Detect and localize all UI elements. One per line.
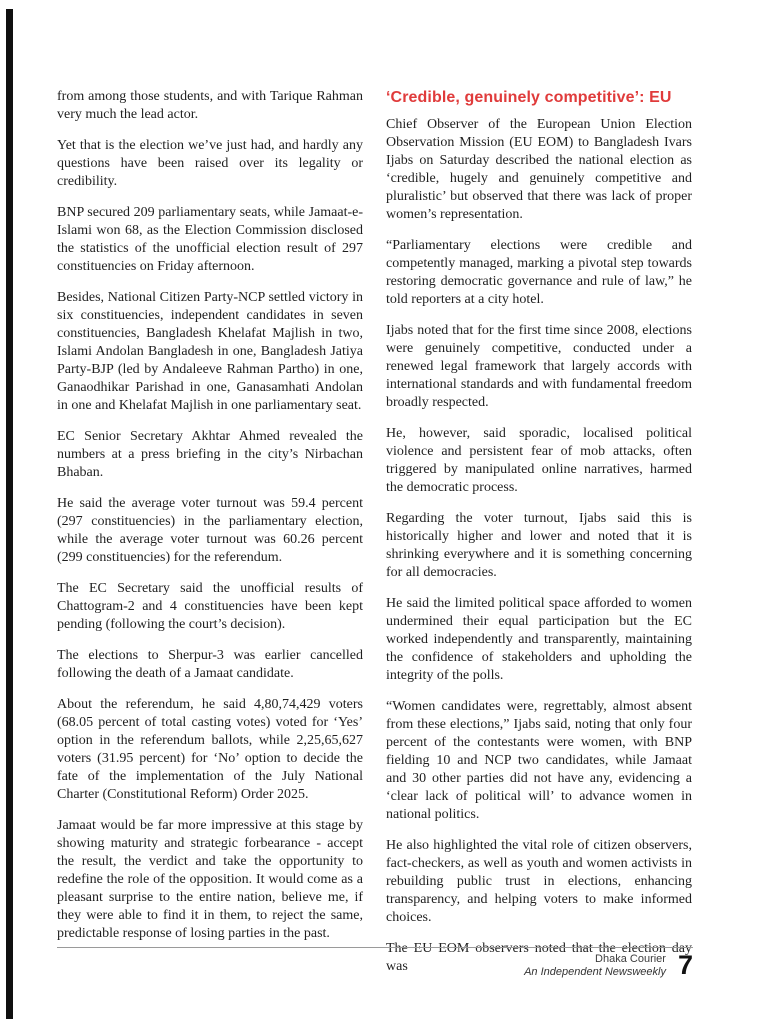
article-paragraph: He said the average voter turnout was 59.4 percent (297 constituencies) in the parliamentary election, while the average voter turnout was 60.26 percent (299 constituencies) for the referendum. — [57, 496, 363, 565]
article-paragraph: Besides, National Citizen Party-NCP settled victory in six constituencies, independent candidates in seven constituencies, Bangladesh Khelafat Majlish in two, Islami Andolan Bangladesh in one, Bangladesh Jatiya Party-BJP (led by Andaleeve Rahman Partho) in one, Ganaodhikar Parishad in one, Ganasamhati Andolan in one and Khelafat Majlish in one parliamentary seat. — [57, 290, 363, 413]
article-paragraph: Regarding the voter turnout, Ijabs said this is historically higher and lower and noted that it is shrinking everywhere and it is something concerning for all democracies. — [386, 511, 692, 580]
scan-edge-line — [6, 9, 13, 1019]
publication-tagline: An Independent Newsweekly — [524, 965, 666, 978]
article-paragraph: About the referendum, he said 4,80,74,429 voters (68.05 percent of total casting votes) voted for ‘Yes’ option in the referendum ballots, while 2,25,65,627 voters (31.95 percent) for ‘No’ option to decide the fate of the implementation of the July National Charter (Constitutional Reform) Order 2025. — [57, 697, 363, 802]
article-paragraph: Yet that is the election we’ve just had, and hardly any questions have been raised over its legality or credibility. — [57, 138, 363, 189]
article-headline: ‘Credible, genuinely competitive’: EU — [386, 89, 672, 106]
article-paragraph: Ijabs noted that for the first time since 2008, elections were genuinely competitive, conducted under a renewed legal framework that largely accords with international standards and with fundamental freedom broadly respected. — [386, 323, 692, 410]
left-column — [57, 88, 363, 989]
right-column — [386, 88, 692, 989]
article-paragraph: “Parliamentary elections were credible and competently managed, marking a pivotal step towards restoring democratic governance and rule of law,” he told reporters at a city hotel. — [386, 238, 692, 307]
article-paragraph: The EU EOM observers noted that the election day was — [386, 941, 692, 974]
article-paragraph: from among those students, and with Tarique Rahman very much the lead actor. — [57, 89, 363, 122]
page-number: 7 — [677, 950, 693, 980]
article-paragraph: EC Senior Secretary Akhtar Ahmed revealed the numbers at a press briefing in the city’s Nirbachan Bhaban. — [57, 429, 363, 480]
page-footer — [57, 947, 693, 979]
page-content — [57, 88, 693, 989]
article-paragraph: He also highlighted the vital role of citizen observers, fact-checkers, as well as youth and women activists in rebuilding public trust in elections, enhancing transparency, and helping voters to make informed choices. — [386, 838, 692, 925]
article-paragraph: BNP secured 209 parliamentary seats, while Jamaat-e-Islami won 68, as the Election Commission disclosed the statistics of the unofficial election result of 297 constituencies on Friday afternoon. — [57, 205, 363, 274]
publication-name: Dhaka Courier — [595, 952, 666, 965]
article-paragraph: He, however, said sporadic, localised political violence and persistent fear of mob attacks, often triggered by manipulated online narratives, harmed the democratic process. — [386, 426, 692, 495]
article-paragraph: The elections to Sherpur-3 was earlier cancelled following the death of a Jamaat candidate. — [57, 648, 363, 681]
article-paragraph: Chief Observer of the European Union Election Observation Mission (EU EOM) to Bangladesh Ivars Ijabs on Saturday described the national election as ‘credible, hugely and genuinely competitive and pluralistic’ but observed that there was lack of proper women’s representation. — [386, 117, 692, 222]
article-paragraph: Jamaat would be far more impressive at this stage by showing maturity and strategic forbearance - accept the result, the verdict and take the opportunity to redefine the role of the opposition. It would come as a pleasant surprise to the entire nation, believe me, if they were able to find it in them, to reject the same, predictable response of losing parties in the past. — [57, 818, 363, 941]
article-paragraph: “Women candidates were, regrettably, almost absent from these elections,” Ijabs said, noting that only four percent of the contestants were women, with BNP fielding 10 and NCP two candidates, while Jamaat and 30 other parties did not have any, evidencing a ‘clear lack of political will’ to advance women in national politics. — [386, 699, 692, 822]
article-paragraph: The EC Secretary said the unofficial results of Chattogram-2 and 4 constituencies have been kept pending (following the court’s decision). — [57, 581, 363, 632]
article-paragraph: He said the limited political space afforded to women undermined their equal participation but the EC worked independently and transparently, maintaining the confidence of stakeholders and upholding the integrity of the polls. — [386, 596, 692, 683]
